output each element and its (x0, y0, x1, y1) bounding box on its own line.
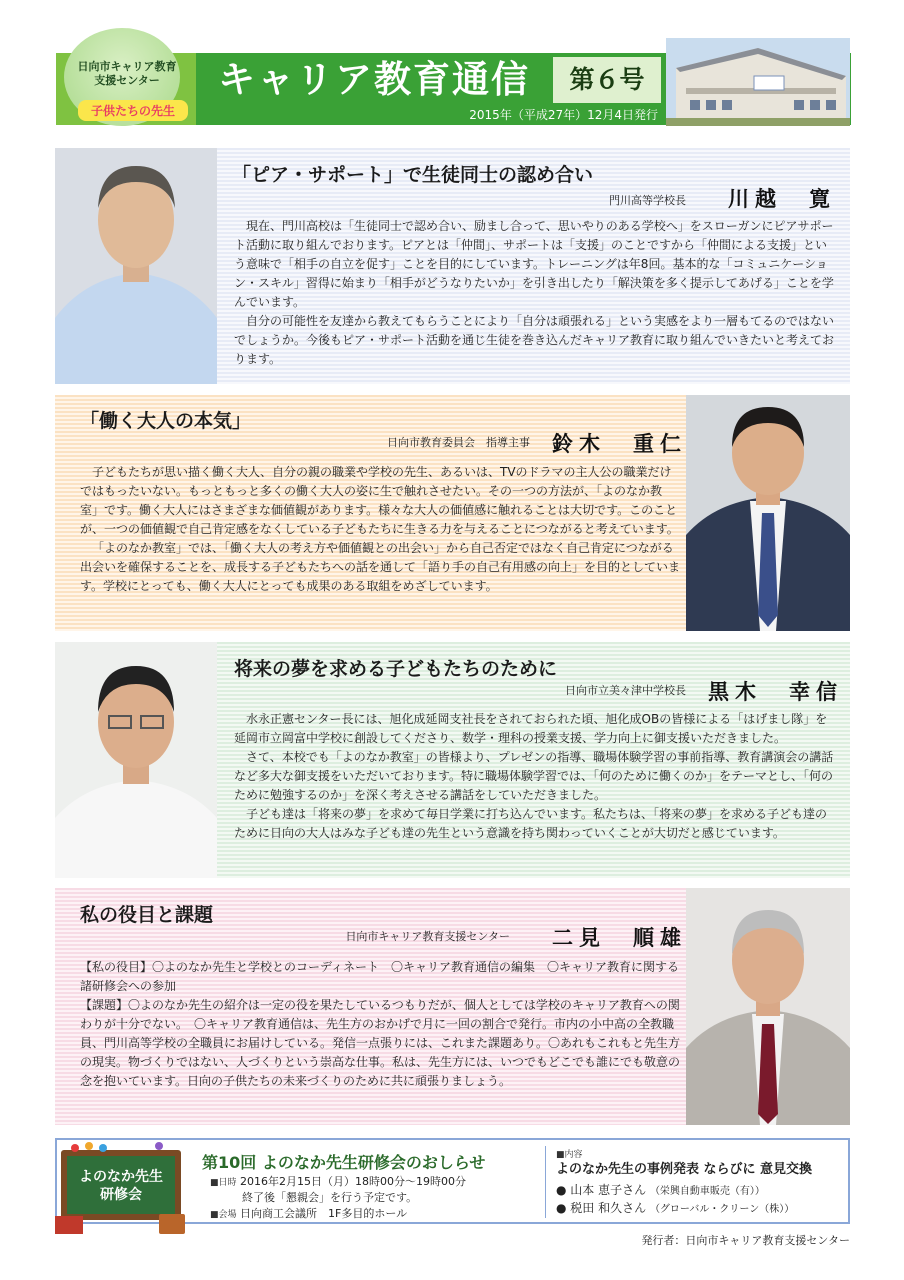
issue-date: 2015年（平成27年）12月4日発行 (469, 108, 658, 122)
section-1-paragraph: 自分の可能性を友達から教えてもらうことにより「自分は頑張れる」という実感をより一層もてるのではないでしょうか。今後もピア・サポート活動を通じ生徒を巻き込んだキャリア教育に取り組んでいきたいと考えております。 (234, 314, 835, 366)
seminar-date-note: 終了後「懇親会」を行う予定です。 (242, 1191, 418, 1204)
org-name-line2: 支援センター (94, 74, 160, 87)
section-4-paragraph: 【私の役目】〇よのなか先生と学校とのコーディネート 〇キャリア教育通信の編集 〇キャリア教育に関する諸研修会への参加 (80, 960, 680, 993)
date-label: ■日時 (210, 1178, 237, 1188)
section-4-affiliation: 日向市キャリア教育支援センター (345, 930, 510, 943)
content-title: よのなか先生の事例発表 ならびに 意見交換 (556, 1162, 813, 1177)
portrait-kawagoe (55, 148, 217, 384)
sensei-logo: 子供たちの先生 (78, 100, 188, 121)
section-3-affiliation: 日向市立美々津中学校長 (565, 684, 686, 697)
section-2-author: 鈴木 重仁 (552, 431, 687, 456)
section-3-body (234, 710, 834, 843)
portrait-suzuki (686, 395, 850, 631)
chalkboard-line2: 研修会 (100, 1187, 142, 1203)
seminar-venue (210, 1206, 407, 1223)
presenter-org: （グローバル・クリーン（株）） (649, 1204, 795, 1215)
section-1-paragraph: 現在、門川高校は「生徒同士で認め合い、励まし合って、思いやりのある学校へ」をスローガンにピアサポート活動に取り組んでおります。ピアとは「仲間」、サポートは「支援」のことですから「仲間による支援」という意味で「相手の自立を促す」ことを目的にしています。トレーニングは年8回。基本的な「コミュニケーション・スキル」習得に始まり「相手がどうなりたいか」を引き出したり「解決策を多く提示してあげる」ことを学んでいます。 (234, 219, 834, 309)
footer-divider (545, 1146, 546, 1218)
section-3-title: 将来の夢を求める子どもたちのために (234, 658, 558, 680)
org-name (60, 60, 194, 88)
presenter-org: （栄興自動車販売（有）） (649, 1186, 765, 1197)
section-2-title: 「働く大人の本気」 (80, 410, 252, 432)
section-2-body (80, 463, 680, 596)
section-2-affiliation: 日向市教育委員会 指導主事 (387, 436, 530, 449)
section-1-author: 川越 寛 (728, 186, 836, 211)
issue-number: 第６号 (553, 57, 661, 103)
section-3-paragraph: 水永正憲センター長には、旭化成延岡支社長をされておられた頃、旭化成OBの皆様による「はげまし隊」を延岡市立岡富中学校に創設してくださり、数学・理科の授業支援、学力向上に御支援いただきました。 (234, 712, 828, 745)
chalkboard-line1: よのなか先生 (79, 1169, 163, 1185)
section-1-title: 「ピア・サポート」で生徒同士の認め合い (232, 164, 594, 186)
section-4-paragraph: 【課題】〇よのなか先生の紹介は一定の役を果たしているつもりだが、個人としては学校のキャリア教育への関わりが十分でない。 〇キャリア教育通信は、先生方のおかげで月に一回の割合で発行。市内の小中高の全教職員、門川高等学校の全職員にお届けしている。発信一点張りには、これまた課題あり。〇あれもこれもと先生方の現実。物づくりではない、人づくりという崇高な仕事。私は、先生方には、いつでもどこでも誰にでも敬意の念を抱いています。日向の子供たちの未来づくりのために共に頑張りましょう。 (80, 998, 681, 1088)
school-building-image (666, 38, 850, 126)
section-4-body (80, 958, 680, 1091)
section-3-paragraph: さて、本校でも「よのなか教室」の皆様より、プレゼンの指導、職場体験学習の事前指導、教育講演会の講話など多大な御支援をいただいております。特に職場体験学習では、「何のために働くのか」をテーマとし、「何のために勉強するのか」を深く考えさせる講話をしていただきました。 (234, 750, 834, 802)
section-4-title: 私の役目と課題 (80, 904, 214, 926)
publisher: 発行者：日向市キャリア教育支援センター (641, 1234, 850, 1247)
chalkboard-text (67, 1168, 175, 1204)
presenter-item (556, 1182, 765, 1200)
venue-label: ■会場 (210, 1210, 237, 1220)
section-2-paragraph: 子どもたちが思い描く働く大人、自分の親の職業や学校の先生、あるいは、TVのドラマの主人公の職業だけではもったいない。もっともっと多くの働く大人の姿に生で触れさせたい。その一つの方法が、「よのなか教室」です。働く大人にはさまざまな価値観があります。様々な大人の価値感に触れることは大切です。このことが、一つの価値観で自己肯定感をなくしている子どもたちに生きる力を与えることにつながると考えています。 (80, 465, 679, 536)
org-name-line1: 日向市キャリア教育 (77, 60, 177, 73)
presenter-name: ● 山本 恵子さん (556, 1183, 647, 1197)
seminar-date (210, 1174, 466, 1191)
section-1-affiliation: 門川高等学校長 (609, 194, 686, 207)
section-3-paragraph: 子ども達は「将来の夢」を求めて毎日学業に打ち込んでいます。私たちは、「将来の夢」を求める子ども達のために日向の大人はみな子ども達の先生という意識を持ち関わっていくことが大切だと感じています。 (234, 807, 828, 840)
presenter-name: ● 税田 和久さん (556, 1201, 647, 1215)
content-label (556, 1146, 583, 1163)
portrait-futami (686, 888, 850, 1125)
section-2-paragraph: 「よのなか教室」では、「働く大人の考え方や価値観との出会い」から自己否定ではなく自己肯定につながる出会いを確保することを、成長する子どもたちへの話を通して「語り手の自己有用感の向上」を目的としています。学校にとっても、働く大人にとっても成果のある取組をめざしています。 (80, 541, 681, 593)
section-4-author: 二見 順雄 (552, 925, 687, 950)
date-value: 2016年2月15日（月）18時00分～19時00分 (240, 1175, 466, 1188)
newsletter-title: キャリア教育通信 (218, 58, 530, 101)
content-label-text: ■内容 (556, 1150, 583, 1160)
section-1-body (234, 217, 834, 369)
portrait-kuroki (55, 642, 217, 878)
seminar-title: 第10回 よのなか先生研修会のおしらせ (202, 1153, 486, 1172)
section-3-author: 黒木 幸信 (708, 679, 843, 704)
venue-value: 日向商工会議所 1F多目的ホール (240, 1207, 408, 1220)
presenter-item (556, 1200, 794, 1218)
